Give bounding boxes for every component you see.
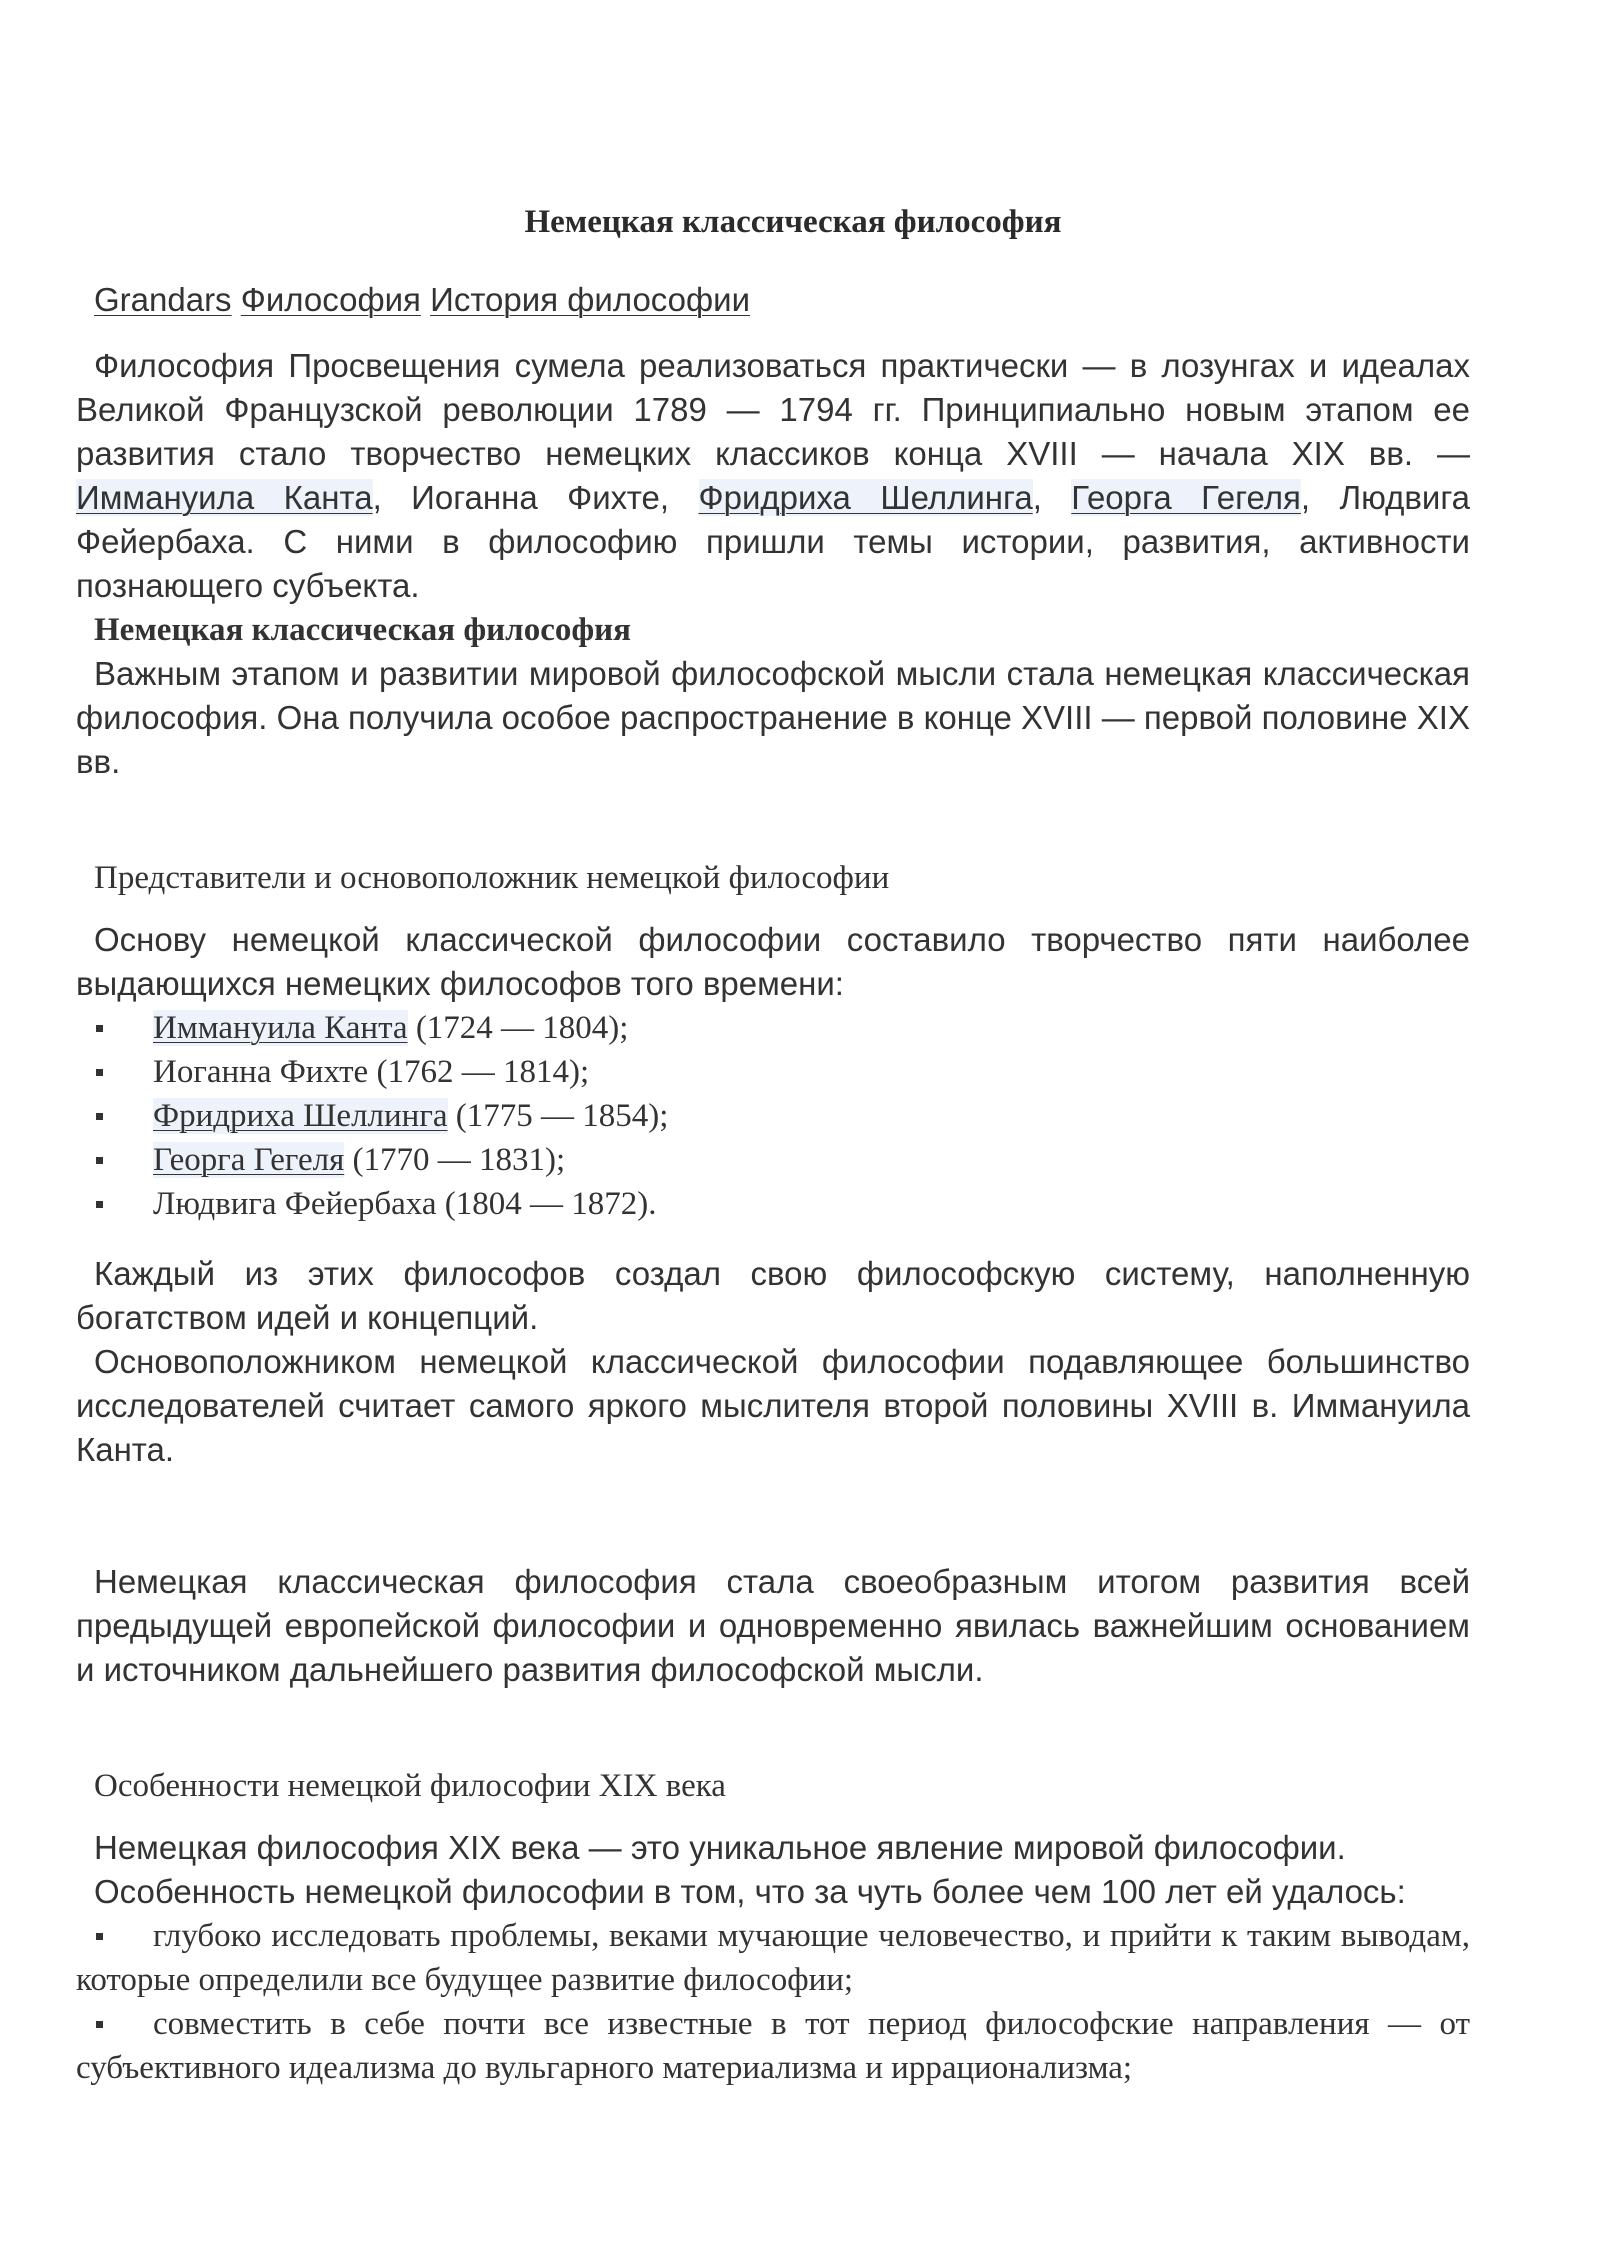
each-paragraph: Каждый из этих философов создал свою философскую систему, наполненную богатством идей и концепций. — [76, 1255, 1470, 1336]
list-item — [76, 2002, 1470, 2090]
result-paragraph: Немецкая классическая философия стала своеобразным итогом развития всей предыдущей европейской философии и одновременно явилась важнейшим основанием и источником дальнейшего развития философской мысли. — [76, 1563, 1470, 1688]
bullet-icon — [96, 1201, 103, 1208]
feature-text: глубоко исследовать проблемы, веками мучающие человечество, и прийти к таким выводам, которые определили все будущее развитие философии; — [76, 1918, 1470, 1998]
link-schelling[interactable]: Фридриха Шеллинга — [698, 479, 1033, 516]
bullet-icon — [96, 1933, 103, 1940]
years-text: (1762 — 1814); — [368, 1054, 590, 1090]
bullet-icon — [96, 2021, 103, 2028]
intro-paragraph — [76, 344, 1470, 608]
years-text: (1804 — 1872). — [436, 1186, 657, 1222]
page-title: Немецкая классическая философия — [524, 204, 1062, 240]
feature-paragraph: Особенность немецкой философии в том, что за чуть более чем 100 лет ей удалось: — [94, 1873, 1406, 1910]
years-text: (1724 — 1804); — [407, 1010, 629, 1046]
breadcrumb — [76, 278, 1470, 322]
intro-text-sep2: , — [1032, 479, 1072, 516]
section-heading-representatives: Представители и основоположник немецкой философии — [94, 860, 890, 896]
basis-paragraph: Основу немецкой классической философии составило творчество пяти наиболее выдающихся немецких философов того времени: — [76, 921, 1470, 1002]
philosophers-list — [76, 1006, 1470, 1226]
bullet-icon — [96, 1157, 103, 1164]
philosopher-name: Людвига Фейербаха — [153, 1186, 437, 1222]
list-item — [76, 1138, 1470, 1182]
intro-text-2: , Людвига Фейербаха. С ними в философию пришли темы истории, развития, активности познающего субъекта. — [76, 479, 1471, 604]
intro-text-1: Философия Просвещения сумела реализоваться практически — в лозунгах и идеалах Великой Французской революции 1789 — 1794 гг. Принципиально новым этапом ее развития стало творчество немецких классиков конца XVIII — начала XIX вв. — — [76, 347, 1470, 472]
subheading: Немецкая классическая философия — [94, 612, 632, 648]
section-heading-features: Особенности немецкой философии XIX века — [94, 1768, 726, 1804]
link-hegel[interactable]: Георга Гегеля — [1071, 479, 1301, 516]
feature-text: совместить в себе почти все известные в тот период философские направления — от субъективного идеализма до вульгарного материализма и иррационализма; — [76, 2006, 1470, 2086]
link-kant[interactable]: Иммануила Канта — [76, 479, 373, 516]
years-text: (1770 — 1831); — [344, 1142, 566, 1178]
years-text: (1775 — 1854); — [447, 1098, 669, 1134]
unique-paragraph: Немецкая философия XIX века — это уникальное явление мировой философии. — [94, 1829, 1346, 1866]
link-hegel-list[interactable]: Георга Гегеля — [153, 1142, 345, 1178]
bullet-icon — [96, 1025, 103, 1032]
link-schelling-list[interactable]: Фридриха Шеллинга — [153, 1098, 448, 1134]
bullet-icon — [96, 1069, 103, 1076]
features-list — [76, 1914, 1470, 2090]
breadcrumb-link-philosophy[interactable]: Философия — [240, 281, 421, 318]
stage-paragraph: Важным этапом и развитии мировой философской мысли стала немецкая классическая философия. Она получила особое распространение в конце XVIII — первой половине XIX вв. — [76, 655, 1470, 780]
bullet-icon — [96, 1113, 103, 1120]
list-item — [76, 1050, 1470, 1094]
philosopher-name: Иоганна Фихте — [153, 1054, 369, 1090]
list-item — [76, 1182, 1470, 1226]
intro-text-sep1: , Иоганна Фихте, — [372, 479, 699, 516]
list-item — [76, 1006, 1470, 1050]
breadcrumb-link-grandars[interactable]: Grandars — [94, 281, 232, 318]
breadcrumb-link-history[interactable]: История философии — [430, 281, 751, 318]
founder-paragraph: Основоположником немецкой классической философии подавляющее большинство исследователей считает самого яркого мыслителя второй половины XVIII в. Иммануила Канта. — [76, 1343, 1470, 1468]
list-item — [76, 1094, 1470, 1138]
link-kant-list[interactable]: Иммануила Канта — [153, 1010, 408, 1046]
list-item — [76, 1914, 1470, 2002]
